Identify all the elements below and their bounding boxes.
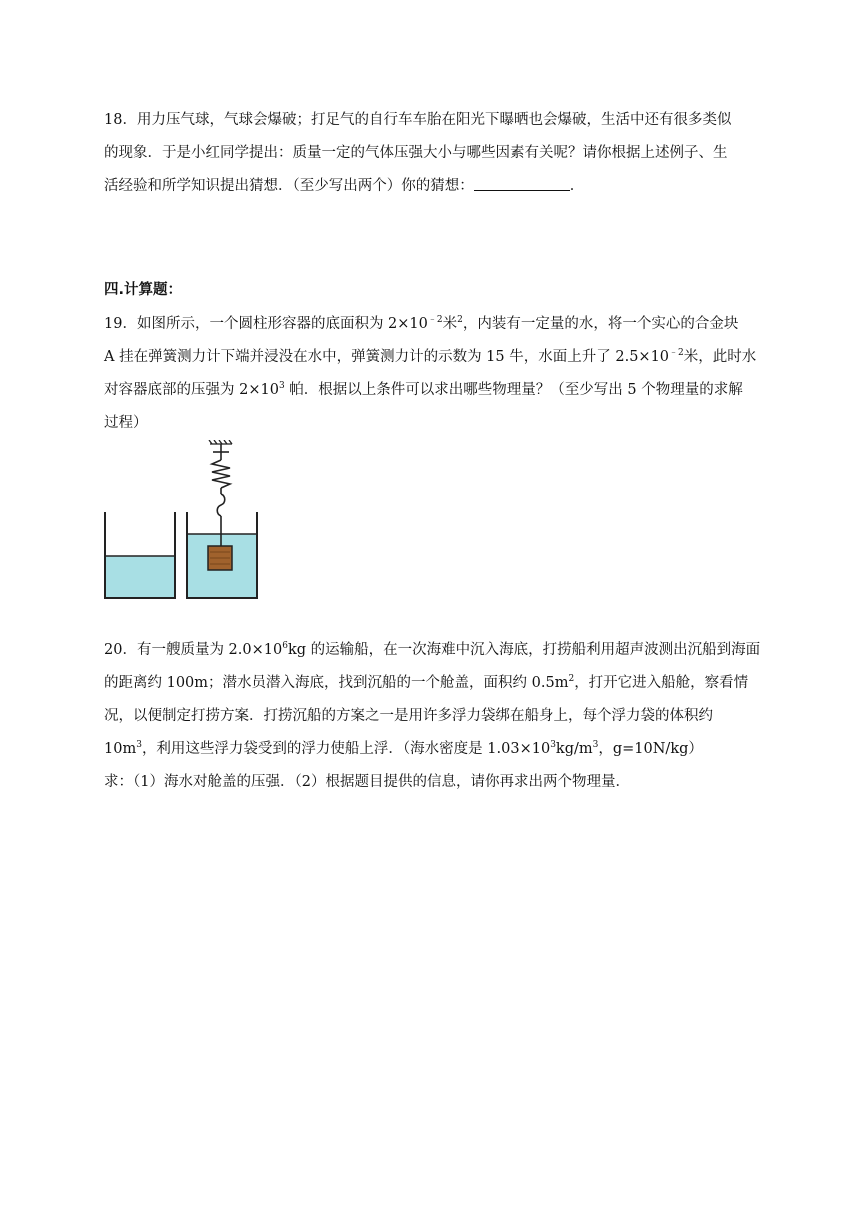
q20-line-1: 20．有一艘质量为 $2.0\times 10^6kg$ 的运输船，在一次海难中沉入海底，打捞船利用超声波测出沉船到海面 xyxy=(104,641,761,658)
question-18 xyxy=(104,104,764,203)
q19-line-1: 19．如图所示，一个圆柱形容器的底面积为 $2\times 10^{﹣2}$米$^2$，内装有一定量的水，将一个实心的合金块 xyxy=(104,315,739,332)
left-water xyxy=(105,556,175,598)
q20-line-3: 况，以便制定打捞方案．打捞沉船的方案之一是用许多浮力袋绑在船身上，每个浮力袋的体积约 xyxy=(104,708,713,724)
section-heading: 四.计算题： xyxy=(104,282,183,298)
q20-line-2: 的距离约 100m；潜水员潜入海底，找到沉船的一个舱盖，面积约 $0.5m^2$，打开它进入船舱，察看情 xyxy=(104,674,749,691)
q18-line-2: 的现象．于是小红同学提出：质量一定的气体压强大小与哪些因素有关呢？请你根据上述例子、生 xyxy=(104,145,728,161)
answer-blank xyxy=(474,176,570,191)
container-figure xyxy=(100,440,260,602)
q19-line-2: A 挂在弹簧测力计下端并浸没在水中，弹簧测力计的示数为 15 牛，水面上升了 $2.5\times 10^{﹣2}$米，此时水 xyxy=(104,348,757,365)
q20-line-4: $10m^3$，利用这些浮力袋受到的浮力使船上浮．（海水密度是 $1.03\times 10^3kg/m^3$，g=10N/kg） xyxy=(104,740,703,757)
q18-line-1: 18．用力压气球，气球会爆破；打足气的自行车车胎在阳光下曝晒也会爆破，生活中还有很多类似 xyxy=(104,112,732,128)
ceiling-mount xyxy=(209,440,232,444)
spring-scale xyxy=(212,444,230,546)
q20-line-5: 求：（1）海水对舱盖的压强．（2）根据题目提供的信息，请你再求出两个物理量． xyxy=(104,774,630,790)
question-19 xyxy=(104,308,764,440)
alloy-block-a xyxy=(208,546,232,570)
q19-line-4: 过程） xyxy=(104,415,148,431)
question-20 xyxy=(104,634,764,799)
q18-line-3: 活经验和所学知识提出猜想．（至少写出两个）你的猜想： ． xyxy=(104,178,585,194)
q19-line-3: 对容器底部的压强为 $2\times 10^3$ 帕．根据以上条件可以求出哪些物理量？（至少写出 5 个物理量的求解 xyxy=(104,381,743,398)
left-container xyxy=(105,512,175,598)
